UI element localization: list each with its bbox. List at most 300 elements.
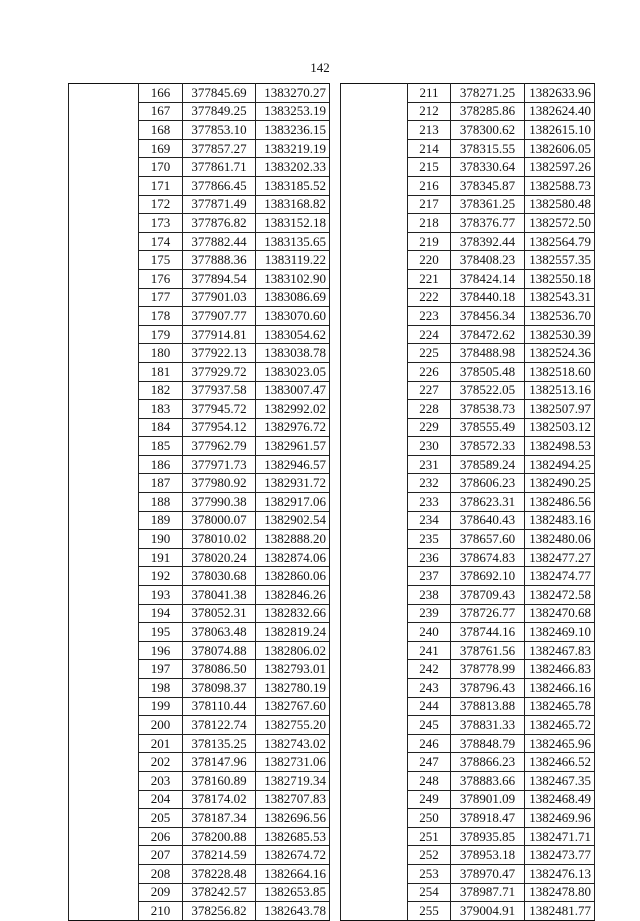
y-coordinate-cell: 1382719.34: [256, 771, 330, 790]
x-coordinate-cell: 378098.37: [183, 679, 256, 698]
blank-cell: [341, 883, 408, 902]
point-number-cell: 248: [408, 771, 451, 790]
y-coordinate-cell: 1382498.53: [525, 437, 595, 456]
point-number-cell: 225: [408, 344, 451, 363]
blank-cell: [69, 734, 139, 753]
x-coordinate-cell: 378623.31: [451, 493, 525, 512]
y-coordinate-cell: 1382468.49: [525, 790, 595, 809]
x-coordinate-cell: 378271.25: [451, 84, 525, 103]
x-coordinate-cell: 378505.48: [451, 362, 525, 381]
point-number-cell: 203: [139, 771, 183, 790]
column-gap: [330, 586, 341, 605]
point-number-cell: 192: [139, 567, 183, 586]
table-row: [69, 400, 595, 419]
table-row: [69, 511, 595, 530]
point-number-cell: 209: [139, 883, 183, 902]
x-coordinate-cell: 378883.66: [451, 771, 525, 790]
x-coordinate-cell: 377857.27: [183, 139, 256, 158]
x-coordinate-cell: 378918.47: [451, 809, 525, 828]
column-gap: [330, 84, 341, 103]
point-number-cell: 231: [408, 455, 451, 474]
x-coordinate-cell: 377882.44: [183, 232, 256, 251]
table-row: [69, 214, 595, 233]
blank-cell: [341, 176, 408, 195]
x-coordinate-cell: 378796.43: [451, 679, 525, 698]
blank-cell: [341, 269, 408, 288]
table-row: [69, 158, 595, 177]
blank-cell: [69, 269, 139, 288]
x-coordinate-cell: 378110.44: [183, 697, 256, 716]
blank-cell: [69, 437, 139, 456]
y-coordinate-cell: 1382466.16: [525, 679, 595, 698]
table-row: [69, 604, 595, 623]
table-row: [69, 474, 595, 493]
blank-cell: [341, 697, 408, 716]
point-number-cell: 214: [408, 139, 451, 158]
blank-cell: [341, 548, 408, 567]
y-coordinate-cell: 1382888.20: [256, 530, 330, 549]
table-row: [69, 716, 595, 735]
y-coordinate-cell: 1382653.85: [256, 883, 330, 902]
point-number-cell: 188: [139, 493, 183, 512]
y-coordinate-cell: 1382674.72: [256, 846, 330, 865]
x-coordinate-cell: 378122.74: [183, 716, 256, 735]
blank-cell: [341, 679, 408, 698]
x-coordinate-cell: 378200.88: [183, 827, 256, 846]
table-row: [69, 84, 595, 103]
y-coordinate-cell: 1382494.25: [525, 455, 595, 474]
x-coordinate-cell: 378831.33: [451, 716, 525, 735]
point-number-cell: 222: [408, 288, 451, 307]
column-gap: [330, 344, 341, 363]
table-row: [69, 864, 595, 883]
point-number-cell: 167: [139, 102, 183, 121]
y-coordinate-cell: 1382518.60: [525, 362, 595, 381]
x-coordinate-cell: 378041.38: [183, 586, 256, 605]
column-gap: [330, 827, 341, 846]
y-coordinate-cell: 1382917.06: [256, 493, 330, 512]
point-number-cell: 197: [139, 660, 183, 679]
blank-cell: [341, 660, 408, 679]
x-coordinate-cell: 377980.92: [183, 474, 256, 493]
point-number-cell: 201: [139, 734, 183, 753]
table-row: [69, 362, 595, 381]
point-number-cell: 178: [139, 307, 183, 326]
x-coordinate-cell: 378147.96: [183, 753, 256, 772]
blank-cell: [69, 214, 139, 233]
y-coordinate-cell: 1382902.54: [256, 511, 330, 530]
column-gap: [330, 214, 341, 233]
x-coordinate-cell: 378052.31: [183, 604, 256, 623]
x-coordinate-cell: 378214.59: [183, 846, 256, 865]
point-number-cell: 244: [408, 697, 451, 716]
point-number-cell: 228: [408, 400, 451, 419]
x-coordinate-cell: 378030.68: [183, 567, 256, 586]
point-number-cell: 218: [408, 214, 451, 233]
blank-cell: [341, 493, 408, 512]
blank-cell: [341, 623, 408, 642]
y-coordinate-cell: 1382992.02: [256, 400, 330, 419]
blank-cell: [69, 251, 139, 270]
y-coordinate-cell: 1382469.10: [525, 623, 595, 642]
column-gap: [330, 437, 341, 456]
x-coordinate-cell: 378408.23: [451, 251, 525, 270]
point-number-cell: 226: [408, 362, 451, 381]
x-coordinate-cell: 378086.50: [183, 660, 256, 679]
blank-cell: [341, 418, 408, 437]
blank-cell: [341, 511, 408, 530]
x-coordinate-cell: 378472.62: [451, 325, 525, 344]
y-coordinate-cell: 1383119.22: [256, 251, 330, 270]
column-gap: [330, 307, 341, 326]
x-coordinate-cell: 378000.07: [183, 511, 256, 530]
x-coordinate-cell: 378285.86: [451, 102, 525, 121]
y-coordinate-cell: 1382731.06: [256, 753, 330, 772]
blank-cell: [341, 641, 408, 660]
blank-cell: [69, 883, 139, 902]
blank-cell: [69, 697, 139, 716]
blank-cell: [341, 121, 408, 140]
column-gap: [330, 139, 341, 158]
y-coordinate-cell: 1382513.16: [525, 381, 595, 400]
x-coordinate-cell: 377876.82: [183, 214, 256, 233]
blank-cell: [341, 158, 408, 177]
blank-cell: [341, 846, 408, 865]
column-gap: [330, 176, 341, 195]
y-coordinate-cell: 1383152.18: [256, 214, 330, 233]
blank-cell: [69, 176, 139, 195]
x-coordinate-cell: 378848.79: [451, 734, 525, 753]
table-row: [69, 697, 595, 716]
column-gap: [330, 660, 341, 679]
point-number-cell: 184: [139, 418, 183, 437]
y-coordinate-cell: 1382606.05: [525, 139, 595, 158]
blank-cell: [341, 530, 408, 549]
point-number-cell: 217: [408, 195, 451, 214]
x-coordinate-cell: 378778.99: [451, 660, 525, 679]
blank-cell: [341, 902, 408, 921]
y-coordinate-cell: 1382615.10: [525, 121, 595, 140]
y-coordinate-cell: 1383270.27: [256, 84, 330, 103]
column-gap: [330, 325, 341, 344]
blank-cell: [341, 771, 408, 790]
blank-cell: [341, 84, 408, 103]
y-coordinate-cell: 1382465.72: [525, 716, 595, 735]
point-number-cell: 212: [408, 102, 451, 121]
blank-cell: [341, 864, 408, 883]
column-gap: [330, 753, 341, 772]
y-coordinate-cell: 1382503.12: [525, 418, 595, 437]
point-number-cell: 235: [408, 530, 451, 549]
y-coordinate-cell: 1382846.26: [256, 586, 330, 605]
y-coordinate-cell: 1382472.58: [525, 586, 595, 605]
blank-cell: [341, 437, 408, 456]
point-number-cell: 252: [408, 846, 451, 865]
x-coordinate-cell: 378538.73: [451, 400, 525, 419]
table-row: [69, 455, 595, 474]
x-coordinate-cell: 377853.10: [183, 121, 256, 140]
blank-cell: [341, 288, 408, 307]
blank-cell: [69, 530, 139, 549]
y-coordinate-cell: 1382530.39: [525, 325, 595, 344]
blank-cell: [69, 623, 139, 642]
column-gap: [330, 679, 341, 698]
x-coordinate-cell: 378187.34: [183, 809, 256, 828]
blank-cell: [69, 381, 139, 400]
y-coordinate-cell: 1382793.01: [256, 660, 330, 679]
y-coordinate-cell: 1382557.35: [525, 251, 595, 270]
y-coordinate-cell: 1382550.18: [525, 269, 595, 288]
blank-cell: [69, 325, 139, 344]
point-number-cell: 247: [408, 753, 451, 772]
x-coordinate-cell: 377990.38: [183, 493, 256, 512]
y-coordinate-cell: 1383185.52: [256, 176, 330, 195]
blank-cell: [69, 474, 139, 493]
y-coordinate-cell: 1382597.26: [525, 158, 595, 177]
y-coordinate-cell: 1383070.60: [256, 307, 330, 326]
blank-cell: [69, 84, 139, 103]
x-coordinate-cell: 377861.71: [183, 158, 256, 177]
point-number-cell: 194: [139, 604, 183, 623]
coordinate-table: [68, 83, 595, 921]
y-coordinate-cell: 1383135.65: [256, 232, 330, 251]
y-coordinate-cell: 1383007.47: [256, 381, 330, 400]
y-coordinate-cell: 1383038.78: [256, 344, 330, 363]
column-gap: [330, 455, 341, 474]
column-gap: [330, 846, 341, 865]
y-coordinate-cell: 1382743.02: [256, 734, 330, 753]
blank-cell: [69, 102, 139, 121]
x-coordinate-cell: 377937.58: [183, 381, 256, 400]
column-gap: [330, 400, 341, 419]
column-gap: [330, 269, 341, 288]
point-number-cell: 181: [139, 362, 183, 381]
point-number-cell: 216: [408, 176, 451, 195]
blank-cell: [69, 864, 139, 883]
y-coordinate-cell: 1382466.83: [525, 660, 595, 679]
x-coordinate-cell: 378522.05: [451, 381, 525, 400]
y-coordinate-cell: 1382465.78: [525, 697, 595, 716]
point-number-cell: 220: [408, 251, 451, 270]
blank-cell: [341, 325, 408, 344]
point-number-cell: 234: [408, 511, 451, 530]
point-number-cell: 182: [139, 381, 183, 400]
point-number-cell: 253: [408, 864, 451, 883]
point-number-cell: 237: [408, 567, 451, 586]
blank-cell: [69, 195, 139, 214]
table-row: [69, 344, 595, 363]
x-coordinate-cell: 378456.34: [451, 307, 525, 326]
x-coordinate-cell: 378488.98: [451, 344, 525, 363]
point-number-cell: 193: [139, 586, 183, 605]
x-coordinate-cell: 377954.12: [183, 418, 256, 437]
x-coordinate-cell: 377849.25: [183, 102, 256, 121]
table-row: [69, 381, 595, 400]
y-coordinate-cell: 1382473.77: [525, 846, 595, 865]
column-gap: [330, 809, 341, 828]
y-coordinate-cell: 1383202.33: [256, 158, 330, 177]
x-coordinate-cell: 378228.48: [183, 864, 256, 883]
x-coordinate-cell: 378640.43: [451, 511, 525, 530]
point-number-cell: 207: [139, 846, 183, 865]
blank-cell: [69, 567, 139, 586]
blank-cell: [69, 288, 139, 307]
point-number-cell: 169: [139, 139, 183, 158]
x-coordinate-cell: 378063.48: [183, 623, 256, 642]
table-row: [69, 437, 595, 456]
point-number-cell: 173: [139, 214, 183, 233]
column-gap: [330, 883, 341, 902]
y-coordinate-cell: 1382467.35: [525, 771, 595, 790]
point-number-cell: 251: [408, 827, 451, 846]
blank-cell: [341, 102, 408, 121]
blank-cell: [69, 400, 139, 419]
x-coordinate-cell: 378300.62: [451, 121, 525, 140]
blank-cell: [69, 846, 139, 865]
y-coordinate-cell: 1383023.05: [256, 362, 330, 381]
y-coordinate-cell: 1383102.90: [256, 269, 330, 288]
y-coordinate-cell: 1382874.06: [256, 548, 330, 567]
blank-cell: [69, 586, 139, 605]
y-coordinate-cell: 1382755.20: [256, 716, 330, 735]
y-coordinate-cell: 1382767.60: [256, 697, 330, 716]
table-row: [69, 809, 595, 828]
blank-cell: [341, 827, 408, 846]
table-row: [69, 493, 595, 512]
blank-cell: [341, 790, 408, 809]
blank-cell: [341, 586, 408, 605]
point-number-cell: 221: [408, 269, 451, 288]
column-gap: [330, 697, 341, 716]
y-coordinate-cell: 1382480.06: [525, 530, 595, 549]
y-coordinate-cell: 1382588.73: [525, 176, 595, 195]
point-number-cell: 172: [139, 195, 183, 214]
point-number-cell: 254: [408, 883, 451, 902]
blank-cell: [69, 418, 139, 437]
y-coordinate-cell: 1382536.70: [525, 307, 595, 326]
x-coordinate-cell: 378987.71: [451, 883, 525, 902]
blank-cell: [341, 809, 408, 828]
x-coordinate-cell: 378440.18: [451, 288, 525, 307]
point-number-cell: 250: [408, 809, 451, 828]
blank-cell: [341, 381, 408, 400]
table-row: [69, 790, 595, 809]
table-row: [69, 586, 595, 605]
blank-cell: [69, 158, 139, 177]
y-coordinate-cell: 1383054.62: [256, 325, 330, 344]
point-number-cell: 166: [139, 84, 183, 103]
blank-cell: [341, 474, 408, 493]
point-number-cell: 199: [139, 697, 183, 716]
point-number-cell: 185: [139, 437, 183, 456]
x-coordinate-cell: 378935.85: [451, 827, 525, 846]
point-number-cell: 227: [408, 381, 451, 400]
y-coordinate-cell: 1382543.31: [525, 288, 595, 307]
table-row: [69, 734, 595, 753]
point-number-cell: 198: [139, 679, 183, 698]
point-number-cell: 186: [139, 455, 183, 474]
blank-cell: [69, 790, 139, 809]
column-gap: [330, 158, 341, 177]
blank-cell: [341, 214, 408, 233]
y-coordinate-cell: 1382470.68: [525, 604, 595, 623]
column-gap: [330, 604, 341, 623]
x-coordinate-cell: 378970.47: [451, 864, 525, 883]
column-gap: [330, 251, 341, 270]
x-coordinate-cell: 378953.18: [451, 846, 525, 865]
coordinate-table-body: [69, 84, 595, 921]
blank-cell: [341, 232, 408, 251]
x-coordinate-cell: 378674.83: [451, 548, 525, 567]
table-row: [69, 753, 595, 772]
table-row: [69, 139, 595, 158]
y-coordinate-cell: 1382685.53: [256, 827, 330, 846]
table-row: [69, 567, 595, 586]
point-number-cell: 241: [408, 641, 451, 660]
table-row: [69, 307, 595, 326]
y-coordinate-cell: 1382633.96: [525, 84, 595, 103]
x-coordinate-cell: 377888.36: [183, 251, 256, 270]
column-gap: [330, 418, 341, 437]
blank-cell: [69, 604, 139, 623]
point-number-cell: 211: [408, 84, 451, 103]
x-coordinate-cell: 377866.45: [183, 176, 256, 195]
table-row: [69, 269, 595, 288]
x-coordinate-cell: 377845.69: [183, 84, 256, 103]
column-gap: [330, 232, 341, 251]
x-coordinate-cell: 378555.49: [451, 418, 525, 437]
blank-cell: [341, 307, 408, 326]
x-coordinate-cell: 378174.02: [183, 790, 256, 809]
x-coordinate-cell: 378330.64: [451, 158, 525, 177]
x-coordinate-cell: 378901.09: [451, 790, 525, 809]
y-coordinate-cell: 1382696.56: [256, 809, 330, 828]
y-coordinate-cell: 1382507.97: [525, 400, 595, 419]
point-number-cell: 219: [408, 232, 451, 251]
table-row: [69, 846, 595, 865]
column-gap: [330, 102, 341, 121]
x-coordinate-cell: 378361.25: [451, 195, 525, 214]
x-coordinate-cell: 378256.82: [183, 902, 256, 921]
y-coordinate-cell: 1382466.52: [525, 753, 595, 772]
blank-cell: [69, 344, 139, 363]
x-coordinate-cell: 378606.23: [451, 474, 525, 493]
table-row: [69, 195, 595, 214]
blank-cell: [341, 400, 408, 419]
blank-cell: [341, 753, 408, 772]
y-coordinate-cell: 1382624.40: [525, 102, 595, 121]
x-coordinate-cell: 379004.91: [451, 902, 525, 921]
x-coordinate-cell: 378589.24: [451, 455, 525, 474]
x-coordinate-cell: 377901.03: [183, 288, 256, 307]
table-row: [69, 121, 595, 140]
blank-cell: [69, 753, 139, 772]
table-row: [69, 325, 595, 344]
blank-cell: [341, 604, 408, 623]
column-gap: [330, 864, 341, 883]
blank-cell: [69, 455, 139, 474]
blank-cell: [69, 307, 139, 326]
y-coordinate-cell: 1382465.96: [525, 734, 595, 753]
point-number-cell: 187: [139, 474, 183, 493]
blank-cell: [341, 139, 408, 158]
point-number-cell: 200: [139, 716, 183, 735]
y-coordinate-cell: 1382643.78: [256, 902, 330, 921]
y-coordinate-cell: 1382467.83: [525, 641, 595, 660]
table-row: [69, 771, 595, 790]
x-coordinate-cell: 377914.81: [183, 325, 256, 344]
x-coordinate-cell: 378242.57: [183, 883, 256, 902]
